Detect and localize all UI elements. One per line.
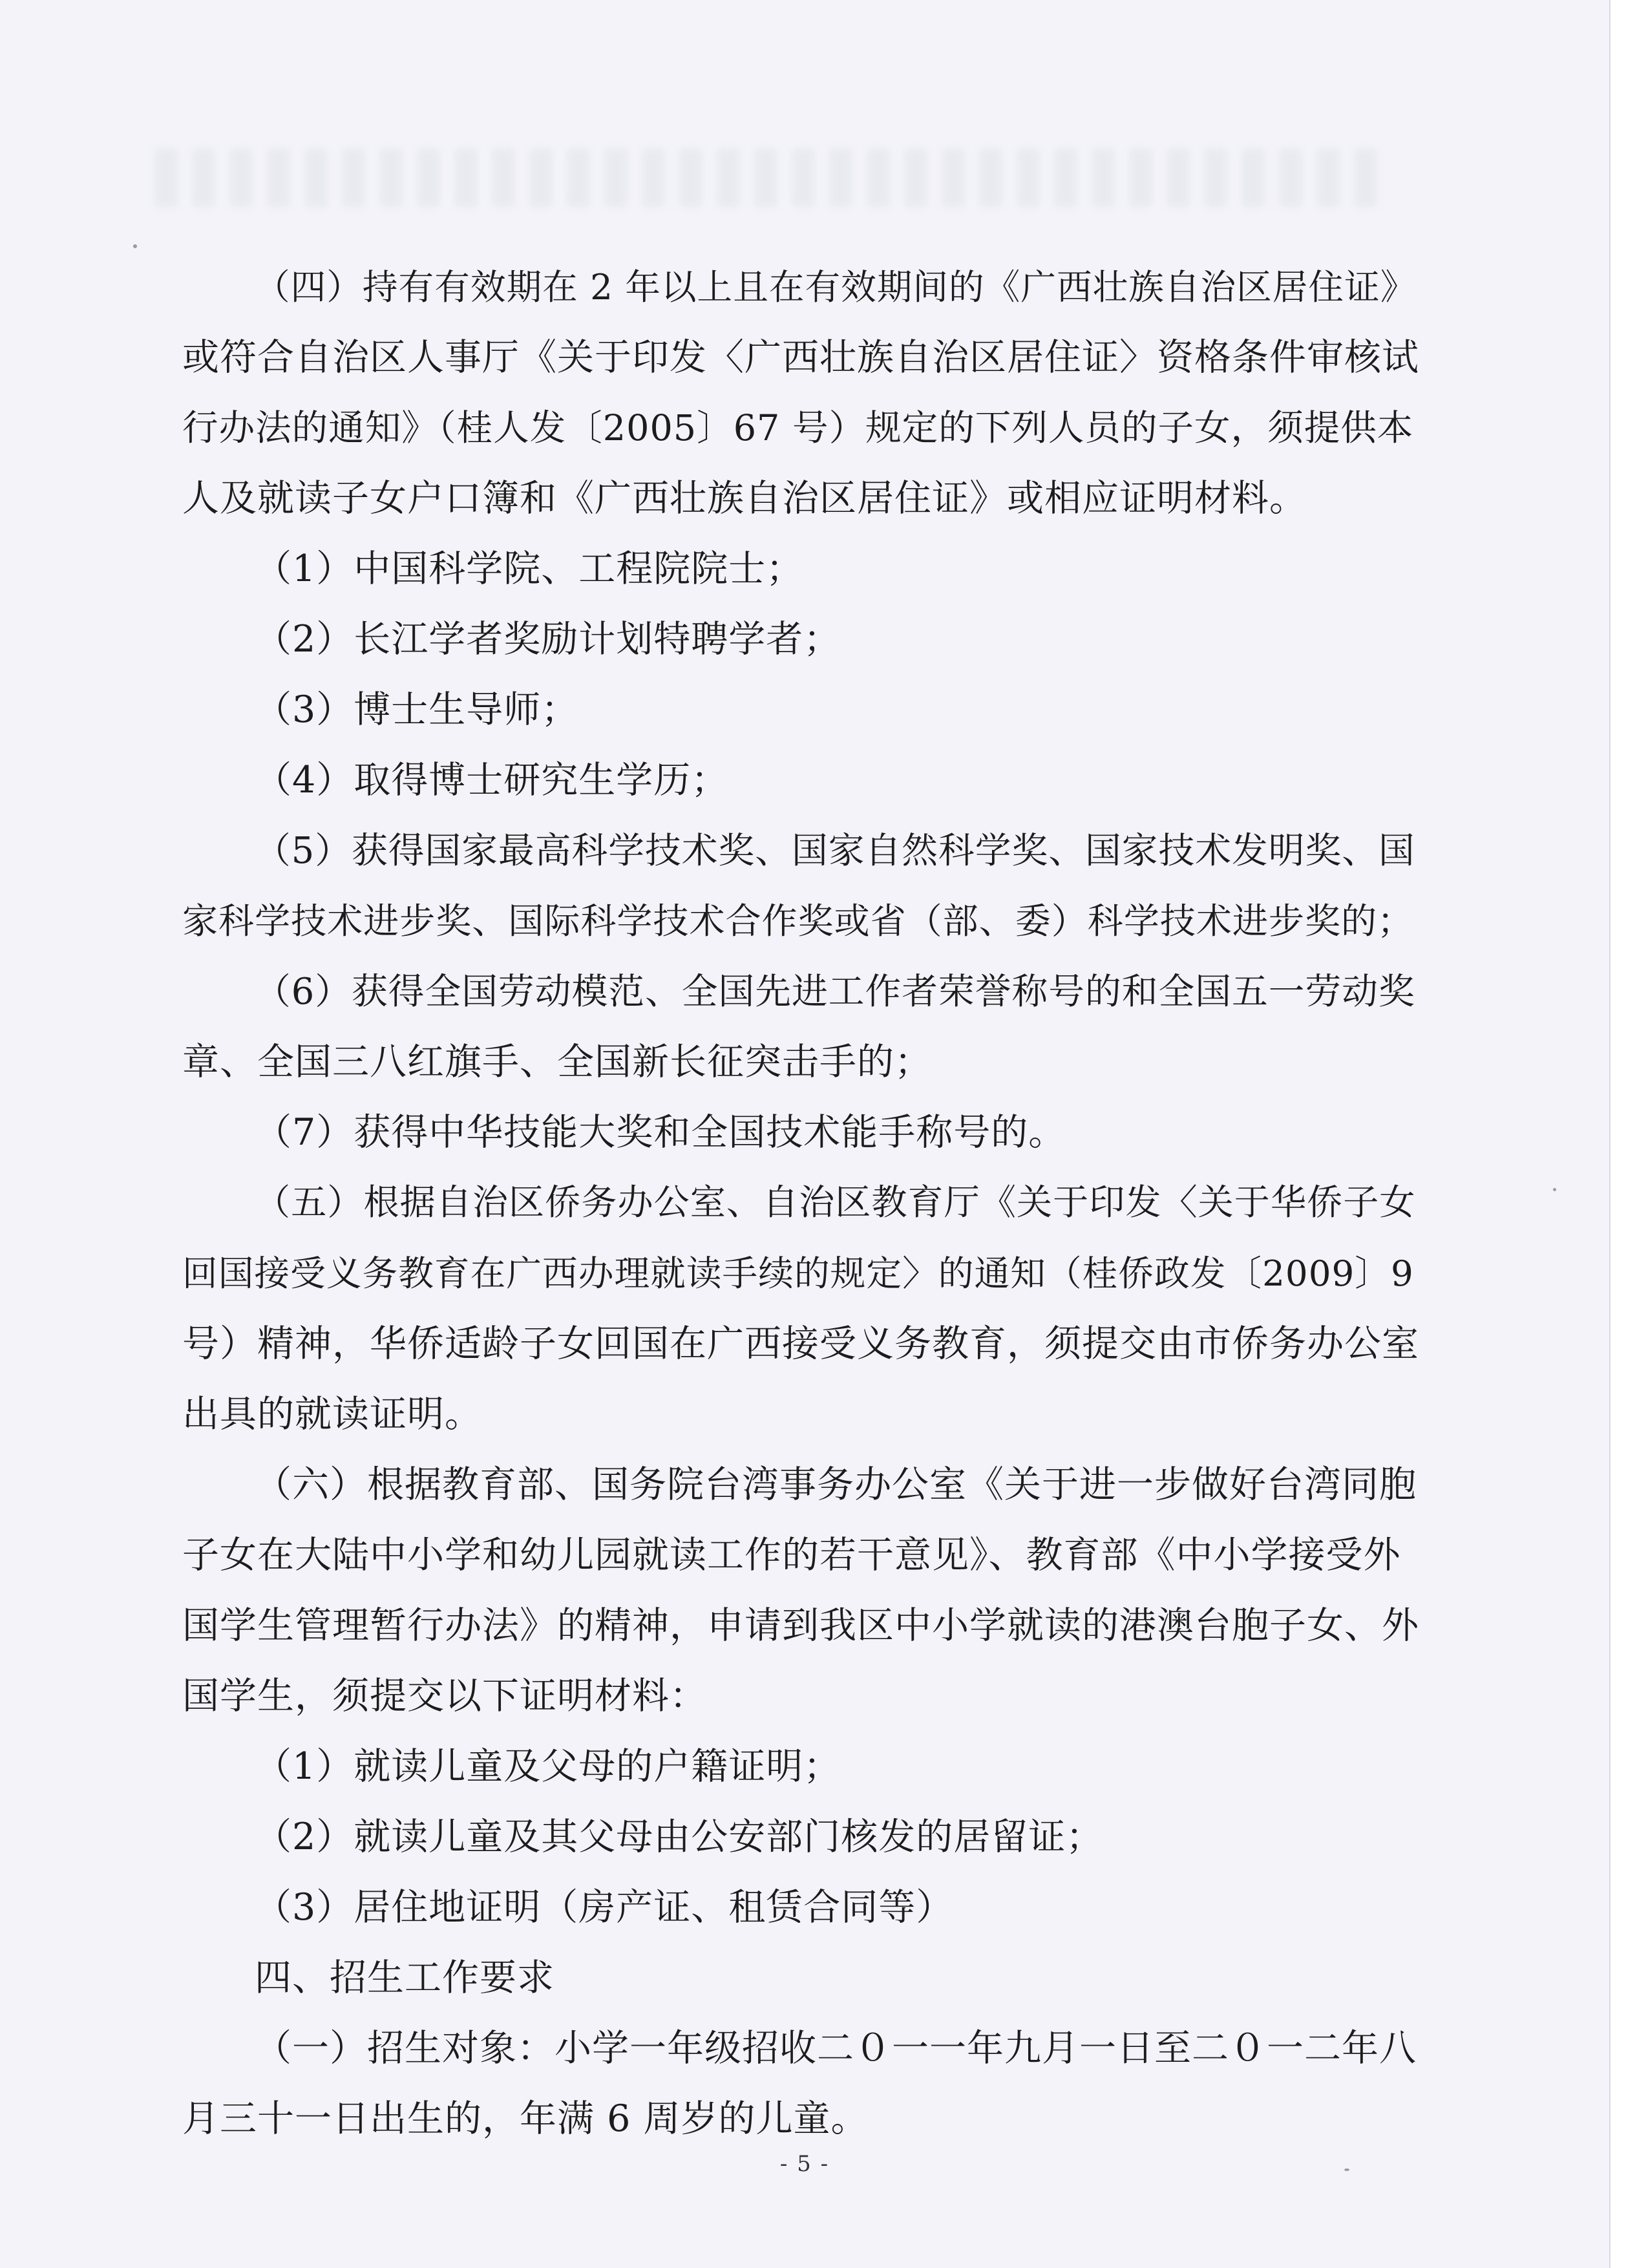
text-line: 人及就读子女户口簿和《广西壮族自治区居住证》或相应证明材料。 [182,477,1307,520]
text-line: 号）精神，华侨适龄子女回国在广西接受义务教育，须提交由市侨务办公室 [182,1322,1419,1365]
scan-border [1609,0,1648,2268]
text-line: （四）持有有效期在 2 年以上且在有效期间的《广西壮族自治区居住证》 [255,266,1417,308]
text-line: （2）就读儿童及其父母由公安部门核发的居留证； [255,1816,1104,1858]
text-line: 回国接受义务教育在广西办理就读手续的规定〉的通知（桂侨政发〔2009〕9 [182,1253,1414,1294]
text-line: 或符合自治区人事厅《关于印发〈广西壮族自治区居住证〉资格条件审核试 [182,336,1419,379]
text-line: 家科学技术进步奖、国际科学技术合作奖或省（部、委）科学技术进步奖的； [182,900,1414,942]
text-line: 行办法的通知》（桂人发〔2005〕67 号）规定的下列人员的子女，须提供本 [182,407,1414,449]
text-line: 月三十一日出生的，年满 6 周岁的儿童。 [182,2097,869,2140]
page-number: - 5 - [779,2151,830,2177]
text-line: （六）根据教育部、国务院台湾事务办公室《关于进一步做好台湾同胞 [255,1463,1417,1506]
text-line: （1）就读儿童及父母的户籍证明； [255,1745,841,1788]
text-line: （4）取得博士研究生学历； [255,759,729,801]
scan-speck [1553,1188,1556,1191]
text-line: （6）获得全国劳动模范、全国先进工作者荣誉称号的和全国五一劳动奖 [255,971,1415,1013]
section-heading: 四、招生工作要求 [255,1956,555,1999]
text-line: 国学生，须提交以下证明材料： [182,1675,707,1717]
text-line: （3）居住地证明（房产证、租赁合同等） [255,1886,954,1929]
text-line: 出具的就读证明。 [182,1393,482,1436]
text-line: 国学生管理暂行办法》的精神，申请到我区中小学就读的港澳台胞子女、外 [182,1604,1419,1647]
text-line: （一）招生对象：小学一年级招收二０一一年九月一日至二０一二年八 [255,2027,1417,2070]
document-body [182,252,1419,2154]
text-line: （五）根据自治区侨务办公室、自治区教育厅《关于印发〈关于华侨子女 [255,1182,1416,1224]
scan-speck [133,244,137,248]
text-line: （7）获得中华技能大奖和全国技术能手称号的。 [255,1111,1066,1154]
text-line: （1）中国科学院、工程院院士； [255,547,804,590]
text-line: 章、全国三八红旗手、全国新长征突击手的； [182,1041,932,1083]
text-line: 子女在大陆中小学和幼儿园就读工作的若干意见》、教育部《中小学接受外 [182,1534,1401,1576]
show-through-bleed [155,149,1383,207]
text-line: （3）博士生导师； [255,688,579,731]
text-line: （5）获得国家最高科学技术奖、国家自然科学奖、国家技术发明奖、国 [255,830,1415,872]
text-line: （2）长江学者奖励计划特聘学者； [255,618,841,661]
